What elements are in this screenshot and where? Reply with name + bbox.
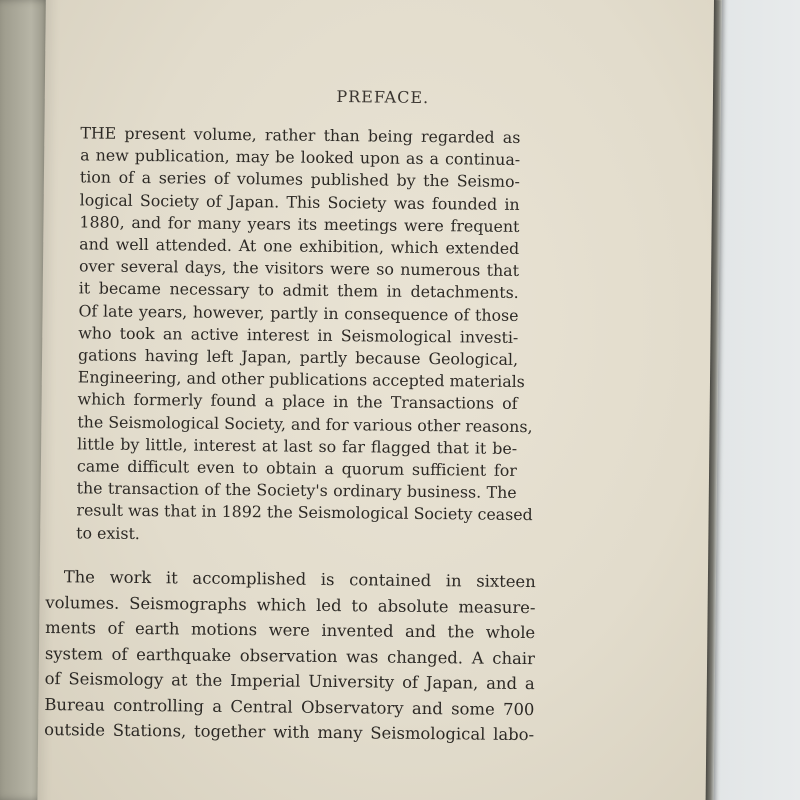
- paragraph-1: [76, 122, 533, 548]
- text-line: over several days, the visitors were so numerous that: [78, 256, 520, 281]
- page-title: PREFACE.: [336, 87, 430, 108]
- text-line: logical Society of Japan. This Society was founded in: [79, 189, 520, 214]
- text-line: and well attended. At one exhibition, which extended: [79, 234, 520, 258]
- text-line: ments of earth motions were invented and the whole: [45, 618, 536, 643]
- text-line: a new publication, may be looked upon as a continua-: [80, 145, 521, 170]
- text-line: Bureau controlling a Central Observatory and some 700: [44, 694, 535, 719]
- text-line: 1880, and for many years its meetings were frequent: [79, 212, 520, 236]
- text-line: tion of a series of volumes published by the Seismo-: [79, 167, 521, 192]
- text-line: Engineering, and other publications accepted materials: [77, 367, 525, 392]
- text-line: to exist.: [76, 523, 140, 543]
- bleed-through-text: [116, 0, 676, 15]
- text-line: the transaction of the Society's ordinary business. The: [76, 478, 517, 503]
- text-line: gations having left Japan, partly because Geological,: [77, 345, 519, 369]
- text-line: result was that in 1892 the Seismological Society ceased: [76, 500, 533, 525]
- text-line: system of earthquake observation was changed. A chair: [44, 643, 536, 668]
- text-line: the Seismological Society, and for various other reasons,: [77, 411, 533, 436]
- text-line: who took an active interest in Seismological investi-: [78, 323, 519, 347]
- text-line: of Seismology at the Imperial University of Japan, and a: [44, 669, 535, 694]
- text-line: little by little, interest at last so far flagged that it be-: [77, 434, 518, 458]
- text-line: came difficult even to obtain a quorum sufficient for: [76, 456, 517, 481]
- text-line: outside Stations, together with many Seismological labo-: [44, 720, 535, 745]
- paragraph-2: [44, 564, 536, 748]
- text-line: Of late years, however, partly in consequence of those: [78, 300, 519, 325]
- text-line: it became necessary to admit them in detachments.: [78, 278, 519, 303]
- text-line: volumes. Seismographs which led to absolute measure-: [45, 592, 536, 617]
- text-line: The work it accomplished is contained in sixteen: [63, 567, 536, 592]
- book-page: [37, 0, 722, 800]
- text-line: THE present volume, rather than being regarded as: [80, 123, 521, 147]
- text-line: which formerly found a place in the Transactions of: [77, 389, 518, 414]
